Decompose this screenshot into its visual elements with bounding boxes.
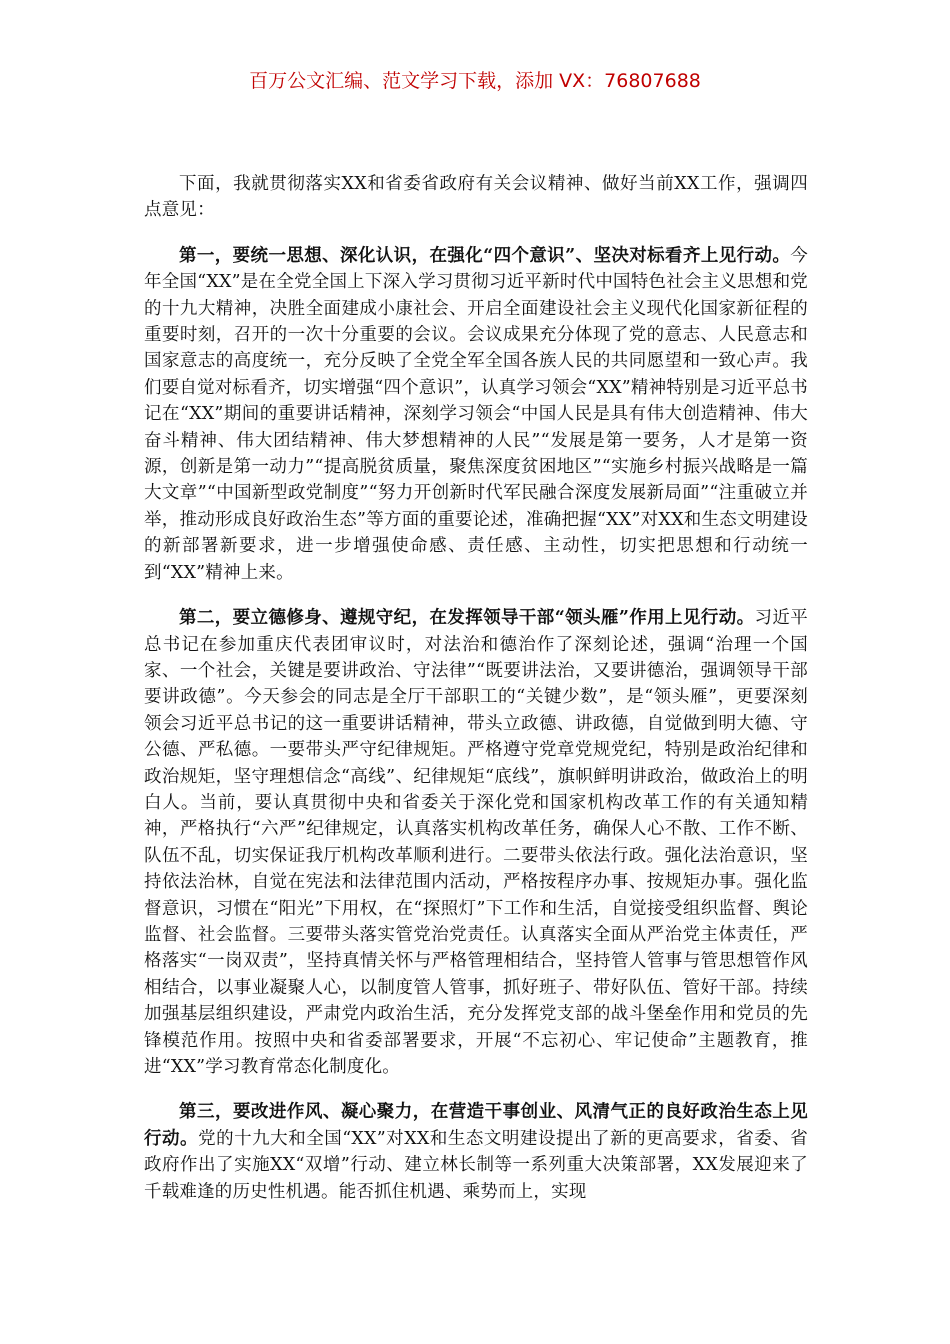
page-header-notice: 百万公文汇编、范文学习下载，添加 VX：76807688 xyxy=(249,70,701,92)
paragraph-lead: 第一，要统一思想、深化认识，在强化“四个意识”、坚决对标看齐上见行动。 xyxy=(179,245,791,266)
paragraph-body: 今年全国“XX”是在全党全国上下深入学习贯彻习近平新时代中国特色社会主义思想和党的十九大精神，决胜全面建成小康社会、开启全面建设社会主义现代化国家新征程的重要时刻，召开的一次十分重要的会议。会议成果充分体现了党的意志、人民意志和国家意志的高度统一，充分反映了全党全军全国各族人民的共同愿望和一致心声。我们要自觉对标看齐，切实增强“四个意识”，认真学习领会“XX”精神特别是习近平总书记在“XX”期间的重要讲话精神，深刻学习领会“中国人民是具有伟大创造精神、伟大奋斗精神、伟大团结精神、伟大梦想精神的人民”“发展是第一要务，人才是第一资源，创新是第一动力”“提高脱贫质量，聚焦深度贫困地区”“实施乡村振兴战略是一篇大文章”“中国新型政党制度”“努力开创新时代军民融合深度发展新局面”“注重破立并举，推动形成良好政治生态”等方面的重要论述，准确把握“XX”对XX和生态文明建设的新部署新要求，进一步增强使命感、责任感、主动性，切实把思想和行动统一到“XX”精神上来。 xyxy=(144,245,808,583)
paragraph-third-point xyxy=(144,1099,808,1205)
paragraph-first-point xyxy=(144,243,808,586)
paragraph-intro xyxy=(144,171,808,224)
paragraph-body: 党的十九大和全国“XX”对XX和生态文明建设提出了新的更高要求，省委、省政府作出了实施XX“双增”行动、建立林长制等一系列重大决策部署，XX发展迎来了千载难逢的历史性机遇。能否抓住机遇、乘势而上，实现 xyxy=(144,1128,808,1202)
paragraph-lead: 第二，要立德修身、遵规守纪，在发挥领导干部“领头雁”作用上见行动。 xyxy=(179,608,755,629)
paragraph-second-point xyxy=(144,605,808,1080)
paragraph-body: 下面，我就贯彻落实XX和省委省政府有关会议精神、做好当前XX工作，强调四点意见： xyxy=(144,174,808,221)
paragraph-body: 习近平总书记在参加重庆代表团审议时，对法治和德治作了深刻论述，强调“治理一个国家、一个社会，关键是要讲政治、守法律”“既要讲法治，又要讲德治，强调领导干部要讲政德”。今天参会的同志是全厅干部职工的“关键少数”，是“领头雁”，更要深刻领会习近平总书记的这一重要讲话精神，带头立政德、讲政德，自觉做到明大德、守公德、严私德。一要带头严守纪律规矩。严格遵守党章党规党纪，特别是政治纪律和政治规矩，坚守理想信念“高线”、纪律规矩“底线”，旗帜鲜明讲政治，做政治上的明白人。当前，要认真贯彻中央和省委关于深化党和国家机构改革工作的有关通知精神，严格执行“六严”纪律规定，认真落实机构改革任务，确保人心不散、工作不断、队伍不乱，切实保证我厅机构改革顺利进行。二要带头依法行政。强化法治意识，坚持依法治林，自觉在宪法和法律范围内活动，严格按程序办事、按规矩办事。强化监督意识，习惯在“阳光”下用权，在“探照灯”下工作和生活，自觉接受组织监督、舆论监督、社会监督。三要带头落实管党治党责任。认真落实全面从严治党主体责任，严格落实“一岗双责”，坚持真情关怀与严格管理相结合，坚持管人管事与管思想管作风相结合，以事业凝聚人心，以制度管人管事，抓好班子、带好队伍、管好干部。持续加强基层组织建设，严肃党内政治生活，充分发挥党支部的战斗堡垒作用和党员的先锋模范作用。按照中央和省委部署要求，开展“不忘初心、牢记使命”主题教育，推进“XX”学习教育常态化制度化。 xyxy=(144,608,808,1077)
document-body xyxy=(144,171,808,1224)
paragraph-lead: 第三，要改进作风、凝心聚力，在营造干事创业、风清气正的良好政治生态上见行动。 xyxy=(144,1102,808,1149)
